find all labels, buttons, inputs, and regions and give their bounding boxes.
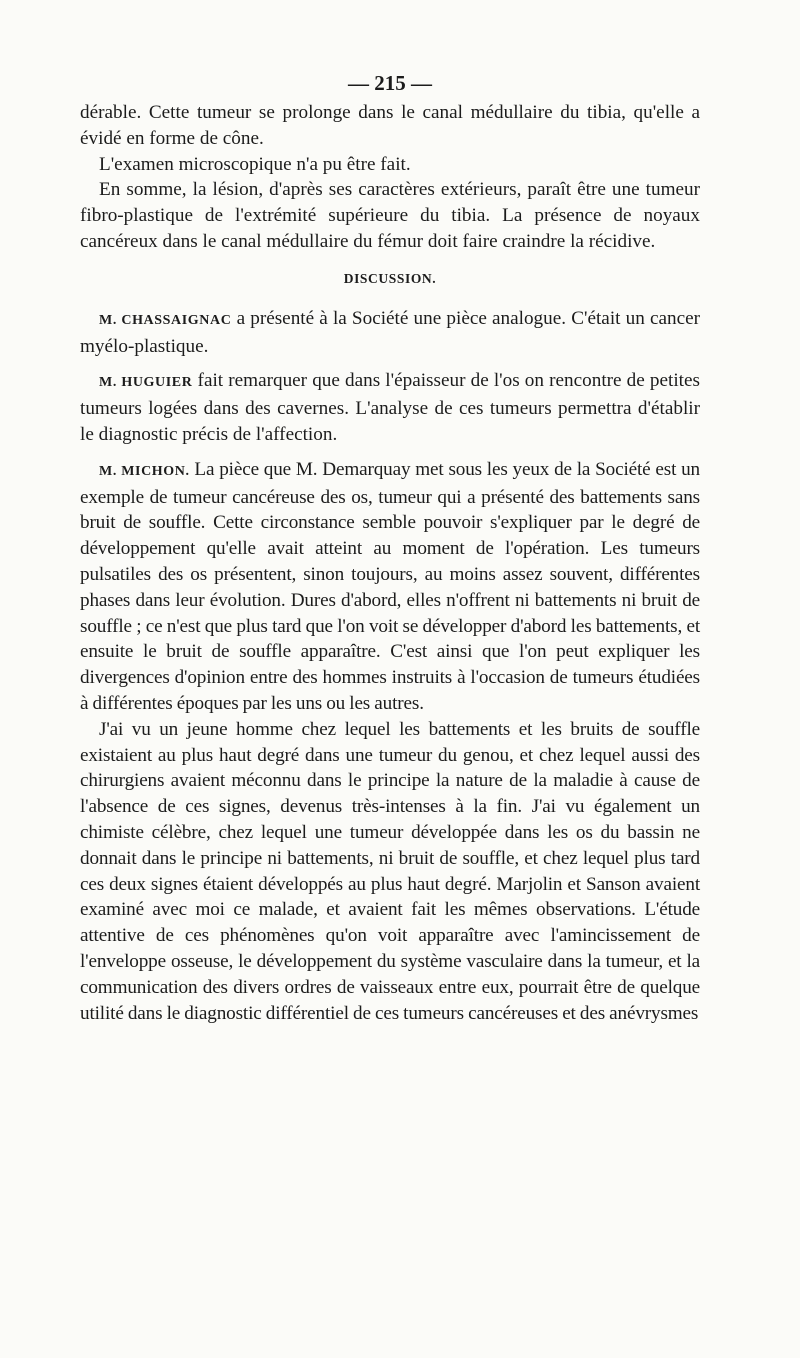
speaker-name: M. HUGUIER bbox=[99, 375, 193, 391]
speaker-remark: a présenté à la Société une pièce analogue. C'était un cancer myélo-plastique. bbox=[80, 307, 700, 357]
paragraph: J'ai vu un jeune homme chez lequel les battements et les bruits de souffle existaient au plus haut degré dans une tumeur du genou, et chez lequel aussi des chirurgiens avaient méconnu dans le principe la nature de la maladie à cause de l'absence de ces signes, devenus très-intenses à la fin. J'ai vu également un chimiste célèbre, chez lequel une tumeur développée dans les os du bassin ne donnait dans le principe ni battements, ni bruit de souffle, et chez lequel plus tard ces deux signes étaient développés au plus haut degré. Marjolin et Sanson avaient examiné avec moi ce malade, et avaient fait les mêmes observations. L'étude attentive de ces phénomènes qu'on voit apparaître avec l'amincissement de l'enveloppe osseuse, le développement du système vasculaire dans la tumeur, et la communication des divers ordres de vaisseaux entre eux, pourrait être de quelque utilité dans le diagnostic différentiel de ces tumeurs cancéreuses et des anévrysmes bbox=[80, 718, 700, 1024]
section-heading: DISCUSSION. bbox=[343, 270, 437, 286]
paragraph: L'examen microscopique n'a pu être fait. bbox=[99, 153, 411, 175]
discussion-text bbox=[80, 306, 700, 1027]
speaker-name: M. MICHON. bbox=[99, 463, 190, 479]
discussion-entry bbox=[80, 306, 700, 360]
page bbox=[80, 66, 700, 1026]
speaker-remark: fait remarquer que dans l'épaisseur de l'os on rencontre de petites tumeurs logées dans des cavernes. L'analyse de ces tumeurs permettra d'établir le diagnostic précis de l'affection. bbox=[80, 370, 700, 445]
speaker-name: M. CHASSAIGNAC bbox=[99, 312, 232, 328]
discussion-entry bbox=[80, 368, 700, 447]
paragraph: En somme, la lésion, d'après ses caractères extérieurs, paraît être une tumeur fibro-plastique de l'extrémité supérieure du tibia. La présence de noyaux cancéreux dans le canal médullaire du fémur doit faire craindre la récidive. bbox=[80, 179, 700, 252]
speaker-remark: La pièce que M. Demarquay met sous les yeux de la Société est un exemple de tumeur cancéreuse des os, tumeur qui a présenté des battements sans bruit de souffle. Cette circonstance semble pouvoir s'expliquer par le degré de développement qu'elle avait atteint au moment de l'opération. Les tumeurs pulsatiles des os présentent, sinon toujours, au moins assez souvent, différentes phases dans leur évolution. Dures d'abord, elles n'offrent ni battements ni bruit de souffle ; ce n'est que plus tard que l'on voit se développer d'abord les battements, et ensuite le bruit de souffle apparaître. C'est ainsi que l'on peut expliquer les divergences d'opinion entre des hommes instruits à l'occasion de tumeurs étudiées à différentes époques par les uns ou les autres. bbox=[80, 458, 700, 714]
case-report-text bbox=[80, 100, 700, 255]
paragraph: dérable. Cette tumeur se prolonge dans le canal médullaire du tibia, qu'elle a évidé en forme de cône. bbox=[80, 102, 700, 149]
page-number: — 215 — bbox=[348, 71, 432, 95]
discussion-entry bbox=[80, 457, 700, 717]
